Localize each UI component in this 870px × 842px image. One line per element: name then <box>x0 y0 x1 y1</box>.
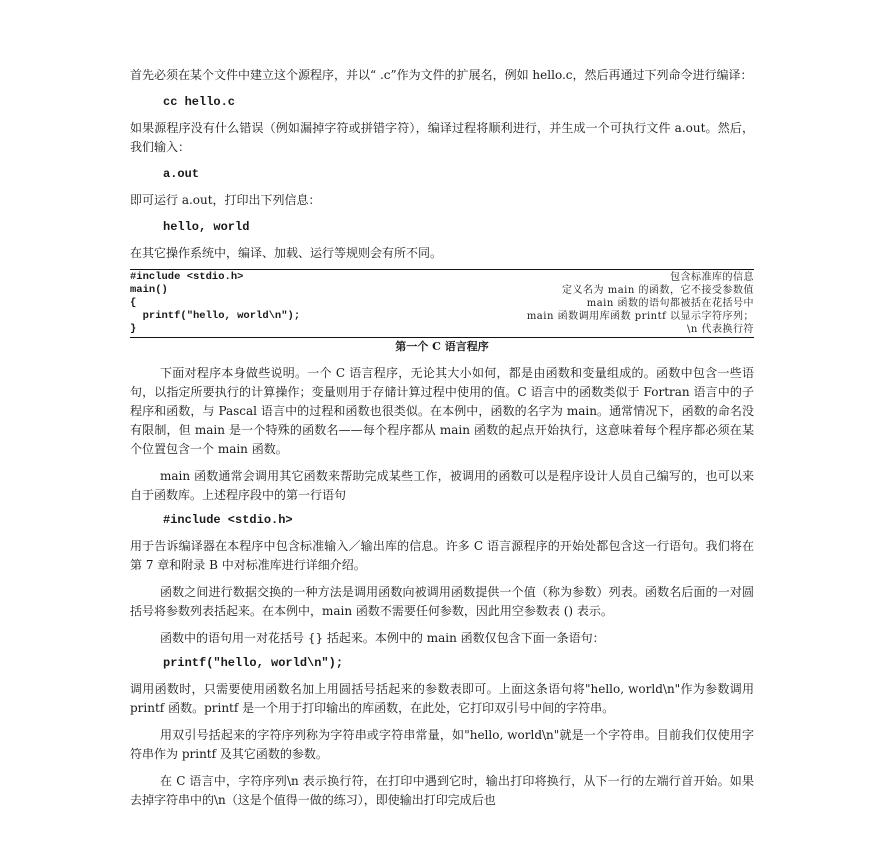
paragraph: 在其它操作系统中，编译、加载、运行等规则会有所不同。 <box>130 246 443 260</box>
program-caption: 第一个 C 语言程序 <box>395 340 489 353</box>
paragraph: 函数之间进行数据交换的一种方法是调用函数向被调用函数提供一个值（称为参数）列表。函数名后面的一对圆括号将参数列表括起来。在本例中，main 函数不需要任何参数，因此用空参数表 () 表示。 <box>130 585 754 618</box>
program-code: } <box>130 323 137 335</box>
program-listing <box>130 269 754 338</box>
program-code: #include <stdio.h> <box>130 271 244 283</box>
program-comment: main 函数的语句都被括在花括号中 <box>586 298 754 309</box>
program-line <box>130 297 754 310</box>
paragraph: 用双引号括起来的字符序列称为字符串或字符串常量，如"hello, world\n"就是一个字符串。目前我们仅使用字符串作为 printf 及其它函数的参数。 <box>130 728 754 761</box>
code-line: printf("hello, world\n"); <box>163 656 344 670</box>
program-line <box>130 284 754 297</box>
paragraph: 函数中的语句用一对花括号 {} 括起来。本例中的 main 函数仅包含下面一条语句： <box>160 631 605 645</box>
code-line: #include <stdio.h> <box>163 513 293 527</box>
program-line <box>130 310 754 323</box>
program-comment: \n 代表换行符 <box>687 324 754 335</box>
paragraph: 首先必须在某个文件中建立这个源程序，并以“ .c”作为文件的扩展名，例如 hello.c，然后再通过下列命令进行编译： <box>130 68 753 82</box>
program-line <box>130 271 754 284</box>
paragraph: main 函数通常会调用其它函数来帮助完成某些工作，被调用的函数可以是程序设计人员自己编写的，也可以来自于函数库。上述程序段中的第一行语句 <box>130 469 754 502</box>
program-comment: 定义名为 main 的函数，它不接受参数值 <box>562 285 754 296</box>
paragraph: 用于告诉编译器在本程序中包含标准输入／输出库的信息。许多 C 语言源程序的开始处都包含这一行语句。我们将在第 7 章和附录 B 中对标准库进行详细介绍。 <box>130 539 754 572</box>
paragraph: 下面对程序本身做些说明。一个 C 语言程序，无论其大小如何，都是由函数和变量组成的。函数中包含一些语句，以指定所要执行的计算操作；变量则用于存储计算过程中使用的值。C 语言中的函数类似于 Fortran 语言中的子程序和函数，与 Pascal 语言中的过程和函数也很类似。在本例中，函数的名字为 main。通常情况下，函数的命名没有限制，但 main 是一个特殊的函数名——每个程序都从 main 函数的起点开始执行，这意味着每个程序都必须在某个位置包含一个 main 函数。 <box>130 366 754 456</box>
program-line <box>130 323 754 336</box>
code-line: cc hello.c <box>163 95 236 109</box>
program-comment: 包含标准库的信息 <box>670 272 754 283</box>
code-line: hello, world <box>163 220 250 234</box>
document-page <box>130 66 754 810</box>
program-code: printf("hello, world\n"); <box>130 310 301 322</box>
program-code: { <box>130 297 137 309</box>
program-code: main() <box>130 284 168 296</box>
paragraph: 调用函数时，只需要使用函数名加上用圆括号括起来的参数表即可。上面这条语句将"hello, world\n"作为参数调用 printf 函数。printf 是一个用于打印输出的库函数，在此处，它打印双引号中间的字符串。 <box>130 682 754 715</box>
program-comment: main 函数调用库函数 printf 以显示字符序列； <box>526 311 754 322</box>
code-line: a.out <box>163 167 200 181</box>
paragraph: 在 C 语言中，字符序列\n 表示换行符，在打印中遇到它时，输出打印将换行，从下一行的左端行首开始。如果去掉字符串中的\n（这是个值得一做的练习），即使输出打印完成后也 <box>130 774 754 807</box>
paragraph: 如果源程序没有什么错误（例如漏掉字符或拼错字符），编译过程将顺利进行，并生成一个可执行文件 a.out。然后，我们输入： <box>130 121 754 154</box>
paragraph: 即可运行 a.out，打印出下列信息： <box>130 193 321 207</box>
